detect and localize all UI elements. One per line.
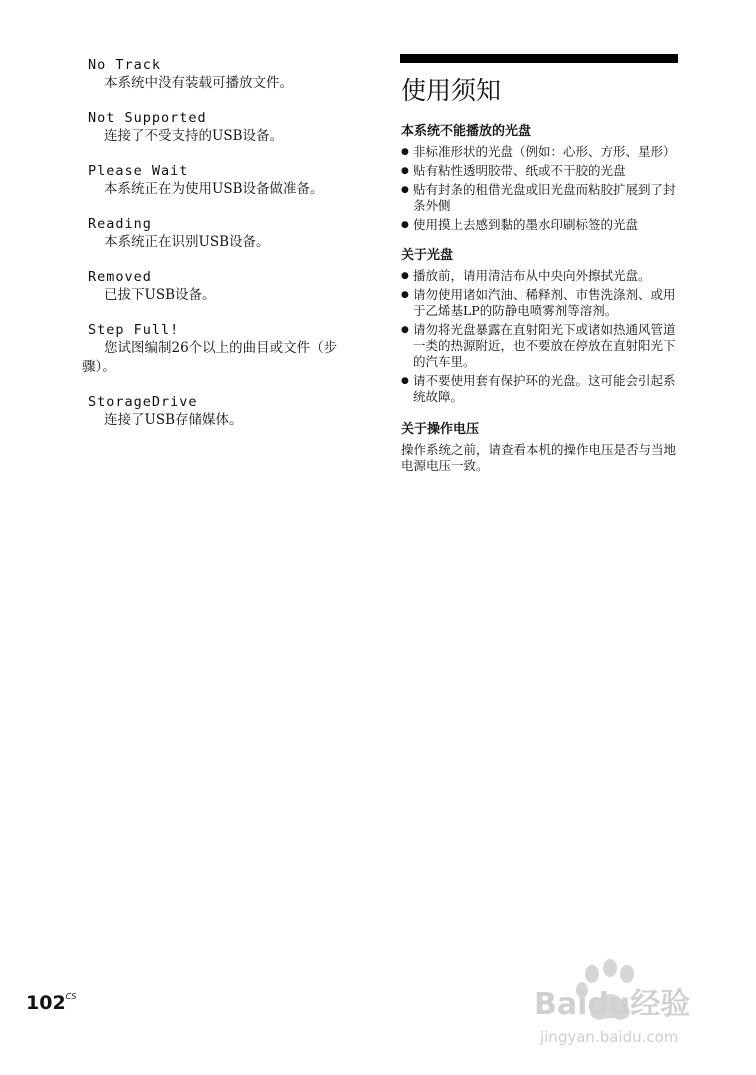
message-description: 本系统中没有装载可播放文件。 — [104, 75, 293, 91]
message-code: Not Supported — [88, 110, 207, 126]
bullet-list — [400, 144, 680, 233]
message-code: Removed — [88, 269, 152, 285]
bullet-item: ● 使用摸上去感到黏的墨水印刷标签的光盘 — [400, 217, 678, 233]
watermark-brand: Baidu经验 — [534, 987, 691, 1022]
message-entry — [88, 268, 368, 305]
message-entry — [88, 109, 368, 146]
bullet-item: ● 非标准形状的光盘（例如：心形、方形、星形） — [400, 144, 678, 160]
message-code: No Track — [88, 57, 162, 73]
message-entry — [88, 162, 368, 199]
page-number-value: 102 — [26, 992, 66, 1014]
message-entry — [88, 393, 368, 430]
section-title: 使用须知 — [401, 76, 502, 105]
message-description: 已拔下USB设备。 — [104, 287, 216, 303]
bullet-list — [400, 268, 680, 405]
message-description: 您试图编制26个以上的曲目或文件（步骤）。 — [82, 340, 338, 375]
message-code: Please Wait — [88, 163, 189, 179]
message-entry — [88, 215, 368, 252]
section-heading: 关于光盘 — [401, 248, 454, 263]
bullet-item: ● 请勿使用诸如汽油、稀释剂、市售洗涤剂、或用于乙烯基LP的防静电喷雾剂等溶剂。 — [400, 287, 678, 319]
bullet-item: ● 请不要使用套有保护环的光盘。这可能会引起系统故障。 — [400, 373, 678, 405]
page-language-code: CS — [65, 992, 77, 1001]
message-list — [82, 56, 368, 446]
message-code: Reading — [88, 216, 152, 232]
precautions-column — [400, 54, 680, 474]
bullet-item: ● 贴有封条的租借光盘或旧光盘而粘胶扩展到了封条外侧 — [400, 182, 678, 214]
voltage-paragraph: 操作系统之前，请查看本机的操作电压是否与当地电源电压一致。 — [401, 442, 677, 473]
message-entry — [88, 56, 368, 93]
message-description: 本系统正在为使用USB设备做准备。 — [104, 181, 324, 197]
page-number — [26, 992, 76, 1014]
section-heading: 本系统不能播放的光盘 — [401, 124, 532, 139]
baidu-watermark — [530, 958, 720, 1053]
bullet-item: ● 播放前，请用清洁布从中央向外擦拭光盘。 — [400, 268, 678, 284]
message-description: 连接了USB存储媒体。 — [104, 412, 243, 428]
section-rule — [400, 54, 678, 63]
bullet-item: ● 贴有粘性透明胶带、纸或不干胶的光盘 — [400, 163, 678, 179]
bullet-item: ● 请勿将光盘暴露在直射阳光下或诸如热通风管道一类的热源附近，也不要放在停放在直射阳光下的汽车里。 — [400, 322, 678, 370]
message-description: 本系统正在识别USB设备。 — [104, 234, 270, 250]
message-entry — [82, 321, 368, 377]
message-description: 连接了不受支持的USB设备。 — [104, 128, 284, 144]
section-heading: 关于操作电压 — [401, 422, 480, 437]
watermark-url: jingyan.baidu.com — [540, 1028, 679, 1046]
message-code: StorageDrive — [88, 394, 198, 410]
message-code: Step Full! — [88, 322, 180, 338]
